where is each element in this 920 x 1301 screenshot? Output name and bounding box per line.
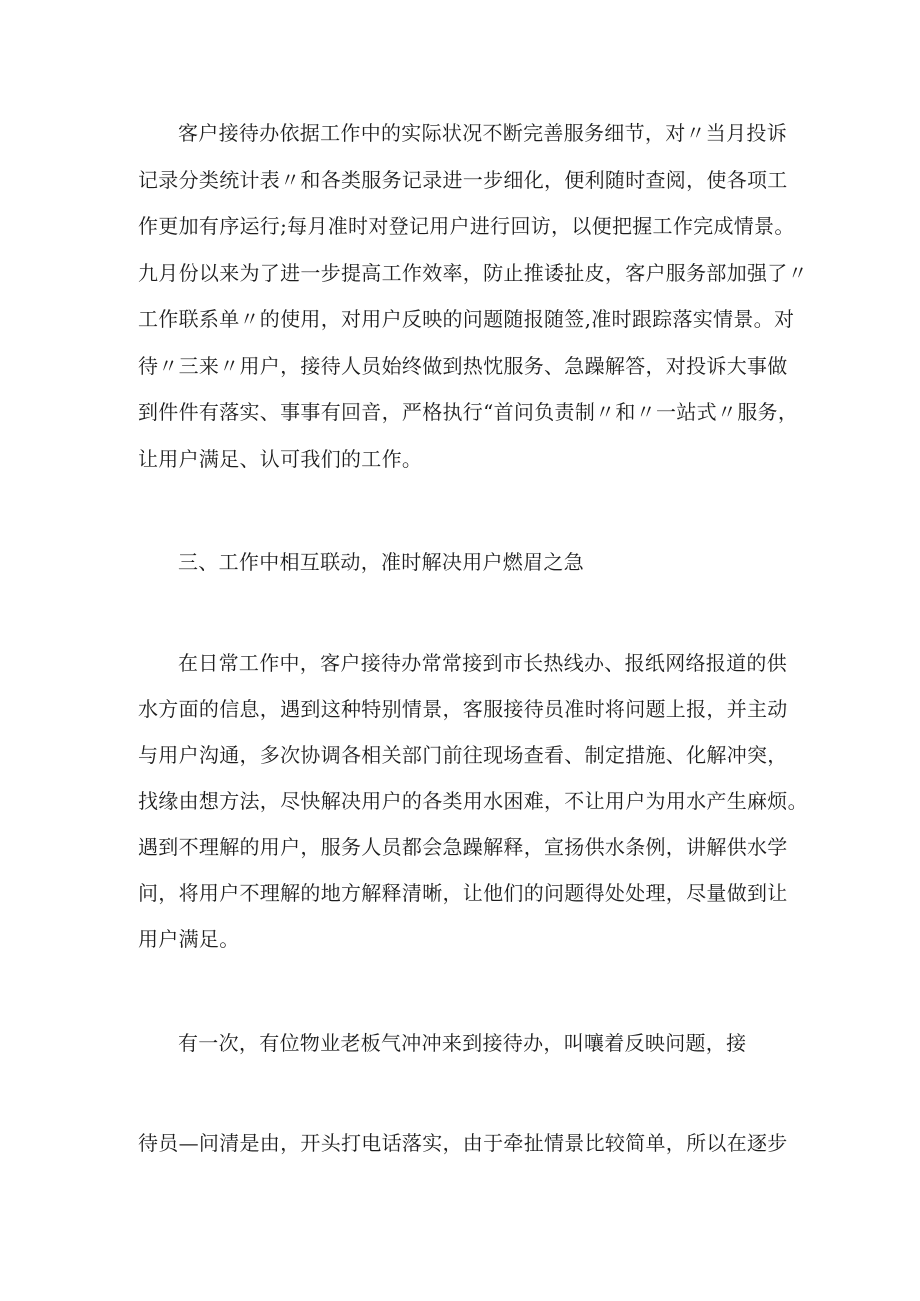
paragraph-1-line-4: 九月份以来为了进一步提高工作效率，防止推诿扯皮，客户服务部加强了〃 [138,261,808,285]
paragraph-1-line-2: 记录分类统计表〃和各类服务记录进一步细化，便利随时查阅，使各项工 [138,168,788,192]
section-heading: 三、工作中相互联动，准时解决用户燃眉之急 [178,550,584,574]
paragraph-2-line-5: 遇到不理解的用户，服务人员都会急躁解释，宣扬供水条例，讲解供水学 [138,835,788,859]
paragraph-4-line-1: 待员—问清是由，开头打电话落实，由于牵扯情景比较简单，所以在逐步 [138,1131,788,1155]
paragraph-1-line-5: 工作联系单〃的使用，对用户反映的问题随报随签,准时跟踪落实情景。对 [138,307,795,331]
paragraph-2-line-4: 找缘由想方法，尽快解决用户的各类用水困难，不让用户为用水产生麻烦。 [138,789,808,813]
paragraph-2-line-3: 与用户沟通，多次协调各相关部门前往现场查看、制定措施、化解冲突， [138,743,788,767]
paragraph-2-line-1: 在日常工作中，客户接待办常常接到市长热线办、报纸网络报道的供 [178,651,787,675]
paragraph-1-line-3: 作更加有序运行;每月准时对登记用户进行回访，以便把握工作完成情景。 [138,214,795,238]
paragraph-1-line-6: 待〃三来〃用户，接待人员始终做到热忱服务、急躁解答，对投诉大事做 [138,354,788,378]
paragraph-1-line-8: 让用户满足、认可我们的工作。 [138,447,423,471]
paragraph-2-line-2: 水方面的信息，遇到这种特别情景，客服接待员准时将问题上报，并主动 [138,697,788,721]
paragraph-1-line-7: 到件件有落实、事事有回音，严格执行“首问负责制〃和〃一站式〃服务， [138,400,799,424]
paragraph-3-line-1: 有一次，有位物业老板气冲冲来到接待办，叫嚷着反映问题，接 [178,1031,747,1055]
paragraph-1-line-1: 客户接待办依据工作中的实际状况不断完善服务细节，对〃当月投诉 [178,121,787,145]
paragraph-2-line-7: 用户满足。 [138,927,240,951]
paragraph-2-line-6: 问，将用户不理解的地方解释清晰，让他们的问题得处处理，尽量做到让 [138,881,788,905]
